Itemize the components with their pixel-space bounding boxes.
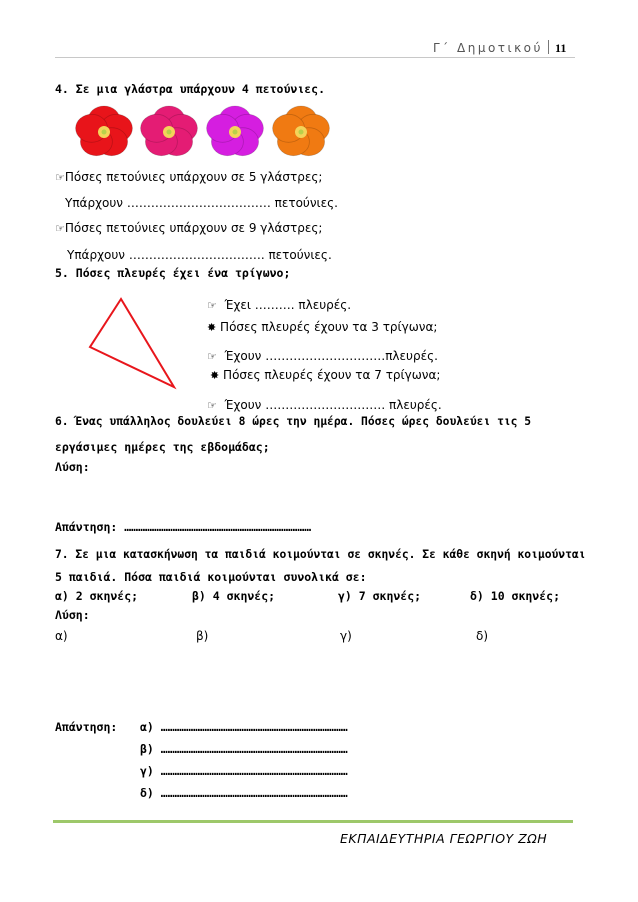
pointing-hand-icon: ☞ (207, 399, 217, 412)
q7-option-d: δ) 10 σκηνές; (470, 589, 561, 603)
q7-heading-line-2: 5 παιδιά. Πόσα παιδιά κοιμούνται συνολικά σε: (55, 570, 367, 584)
petunia-flower-icon (138, 103, 200, 161)
petunia-flower-icon (204, 103, 266, 161)
q7-sub-label-d: δ) (476, 629, 489, 643)
footer-rule (53, 820, 573, 823)
triangle-shape (90, 299, 174, 387)
page-number: 11 (555, 41, 567, 55)
q6-answer: Απάντηση: ……………………………………………………………………… (55, 520, 312, 534)
q7-answer-d: δ) ……………………………………………………………………… (140, 786, 348, 800)
q5-question-2: ✸ Πόσες πλευρές έχουν τα 7 τρίγωνα; (210, 368, 441, 382)
sun-bullet-icon: ✸ (207, 321, 217, 334)
q7-solution-label: Λύση: (55, 608, 90, 622)
q4-answer-2: Υπάρχουν ……………………………. πετούνιες. (67, 248, 332, 262)
q5-answer-3: ☞ Έχουν ………………………… πλευρές. (207, 398, 442, 412)
q7-heading-line-1: 7. Σε μια κατασκήνωση τα παιδιά κοιμούνται σε σκηνές. Σε κάθε σκηνή κοιμούνται (55, 548, 586, 561)
q5-heading: 5. Πόσες πλευρές έχει ένα τρίγωνο; (55, 266, 291, 280)
header-title: Γ΄ Δημοτικού (433, 41, 543, 55)
q5-answer-2: ☞ Έχουν …………………………πλευρές. (207, 349, 438, 363)
pointing-hand-icon: ☞ (207, 299, 217, 312)
pointing-hand-icon: ☞ (207, 350, 217, 363)
q6-solution-label: Λύση: (55, 460, 90, 474)
q5-answer-1: ☞ Έχει ………. πλευρές. (207, 298, 352, 312)
pointing-hand-icon: ☞ (55, 222, 65, 235)
q4-answer-1: Υπάρχουν ……………………………… πετούνιες. (65, 196, 338, 210)
q4-question-2: ☞Πόσες πετούνιες υπάρχουν σε 9 γλάστρες; (55, 221, 323, 235)
q6-heading-line-2: εργάσιμες ημέρες της εβδομάδας; (55, 440, 270, 454)
q7-sub-label-b: β) (196, 629, 209, 643)
header-divider (548, 40, 549, 54)
petunia-flower-icon (270, 103, 332, 161)
footer-text: ΕΚΠΑΙΔΕΥΤΗΡΙΑ ΓΕΩΡΓΙΟΥ ΖΩΗ (340, 831, 548, 846)
q7-answer-label: Απάντηση: (55, 720, 118, 734)
q7-sub-label-c: γ) (340, 629, 352, 643)
petunia-flower-icon (73, 103, 135, 161)
triangle-figure (80, 290, 200, 400)
q4-question-1: ☞Πόσες πετούνιες υπάρχουν σε 5 γλάστρες; (55, 170, 323, 184)
q5-question-1: ✸ Πόσες πλευρές έχουν τα 3 τρίγωνα; (207, 320, 438, 334)
q7-answer-c: γ) ……………………………………………………………………… (140, 764, 348, 778)
q7-option-c: γ) 7 σκηνές; (338, 589, 422, 603)
pointing-hand-icon: ☞ (55, 171, 65, 184)
q7-option-a: α) 2 σκηνές; (55, 589, 139, 603)
q6-heading-line-1: 6. Ένας υπάλληλος δουλεύει 8 ώρες την ημέρα. Πόσες ώρες δουλεύει τις 5 (55, 415, 532, 428)
sun-bullet-icon: ✸ (210, 369, 220, 382)
q7-answer-a: α) ……………………………………………………………………… (140, 720, 348, 734)
q7-option-b: β) 4 σκηνές; (192, 589, 276, 603)
q4-heading: 4. Σε μια γλάστρα υπάρχουν 4 πετούνιες. (55, 82, 326, 96)
q7-sub-label-a: α) (55, 629, 68, 643)
q7-answer-b: β) ……………………………………………………………………… (140, 742, 348, 756)
header-rule (55, 57, 575, 58)
